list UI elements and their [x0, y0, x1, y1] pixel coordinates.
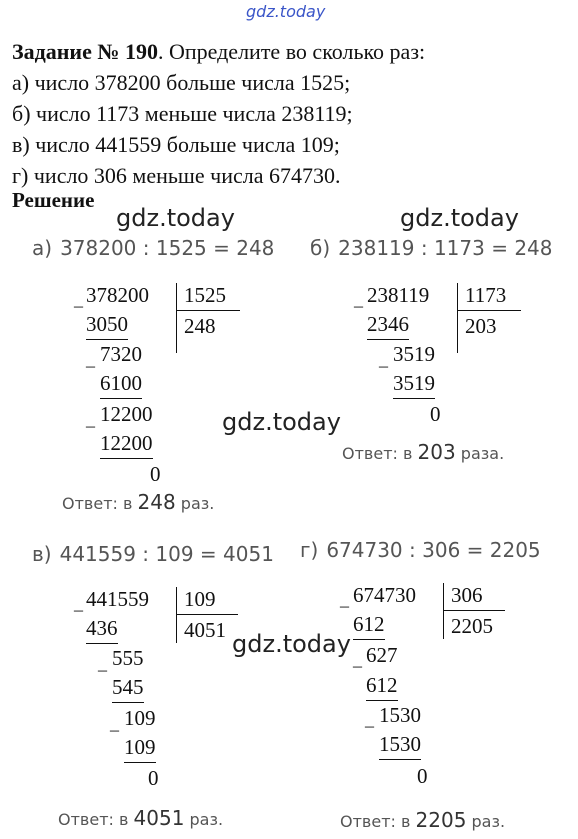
answer-a-value: 248: [137, 490, 176, 514]
equation-a: [32, 236, 274, 260]
answer-g-prefix: Ответ: в: [340, 812, 411, 831]
dividend-a: 378200: [86, 283, 149, 307]
divisor-v: 109: [184, 587, 216, 611]
watermark-top: gdz.today: [246, 2, 326, 21]
dividend-v: 441559: [86, 587, 149, 611]
remainder-g: 0: [417, 764, 428, 788]
answer-b-value: 203: [417, 440, 456, 464]
task-heading: [12, 36, 425, 67]
step-g-5: 1530: [379, 729, 421, 760]
step-a-3: 6100: [100, 368, 142, 399]
step-g-2: 627: [366, 643, 398, 667]
divisor-a: 1525: [184, 283, 226, 307]
part-label-b: б): [310, 236, 331, 260]
answer-v-prefix: Ответ: в: [58, 810, 129, 829]
step-g-3: 612: [366, 670, 398, 701]
step-v-5: 109: [124, 732, 156, 763]
step-g-4: 1530: [379, 703, 421, 727]
part-label-a: а): [32, 236, 53, 260]
quotient-v: 4051: [184, 618, 226, 642]
answer-a: [62, 490, 214, 514]
equation-g: [300, 538, 541, 562]
divisor-g: 306: [451, 583, 483, 607]
step-a-4: 12200: [100, 402, 153, 426]
task-item-v: в) число 441559 больше числа 109;: [12, 132, 340, 157]
step-b-3: 3519: [393, 368, 435, 399]
step-b-2: 3519: [393, 342, 435, 366]
answer-a-prefix: Ответ: в: [62, 494, 133, 513]
equation-v: [32, 542, 274, 566]
part-label-v: в): [32, 542, 52, 566]
answer-v-value: 4051: [133, 806, 185, 830]
task-title: Задание № 190: [12, 39, 158, 64]
answer-g-value: 2205: [415, 808, 467, 832]
task-item-a: а) число 378200 больше числа 1525;: [12, 70, 351, 95]
quotient-b: 203: [465, 314, 497, 338]
answer-b-prefix: Ответ: в: [342, 444, 413, 463]
step-a-2: 7320: [100, 342, 142, 366]
quotient-a: 248: [184, 314, 216, 338]
equation-text-v: 441559 : 109 = 4051: [59, 542, 274, 566]
watermark-1: gdz.today: [116, 204, 235, 232]
step-b-1: 2346: [367, 309, 409, 340]
task-item-b: б) число 1173 меньше числа 238119;: [12, 101, 353, 126]
step-v-3: 545: [112, 672, 144, 703]
step-v-4: 109: [124, 706, 156, 730]
step-a-1: 3050: [86, 309, 128, 340]
answer-b-suffix: раза.: [460, 444, 505, 463]
watermark-3: gdz.today: [222, 408, 341, 436]
step-v-2: 555: [112, 646, 144, 670]
equation-text-a: 378200 : 1525 = 248: [60, 236, 275, 260]
solution-title: Решение: [12, 188, 95, 212]
watermark-2: gdz.today: [400, 204, 519, 232]
step-v-1: 436: [86, 613, 118, 644]
equation-text-g: 674730 : 306 = 2205: [326, 538, 541, 562]
answer-b: [342, 440, 504, 464]
task-question: . Определите во сколько раз:: [157, 39, 426, 64]
answer-v: [58, 806, 223, 830]
dividend-b: 238119: [367, 283, 430, 307]
task-item-g: г) число 306 меньше числа 674730.: [12, 163, 341, 188]
equation-b: [310, 236, 553, 260]
answer-v-suffix: раз.: [189, 810, 224, 829]
remainder-a: 0: [150, 462, 161, 486]
answer-g-suffix: раз.: [471, 812, 506, 831]
dividend-g: 674730: [353, 583, 416, 607]
task-statement: [12, 36, 425, 191]
remainder-v: 0: [148, 766, 159, 790]
quotient-g: 2205: [451, 614, 493, 638]
divisor-b: 1173: [465, 283, 507, 307]
part-label-g: г): [300, 538, 319, 562]
watermark-4: gdz.today: [232, 630, 351, 658]
step-g-1: 612: [353, 609, 385, 640]
step-a-5: 12200: [100, 428, 153, 459]
equation-text-b: 238119 : 1173 = 248: [338, 236, 553, 260]
remainder-b: 0: [430, 402, 441, 426]
answer-a-suffix: раз.: [180, 494, 215, 513]
answer-g: [340, 808, 505, 832]
